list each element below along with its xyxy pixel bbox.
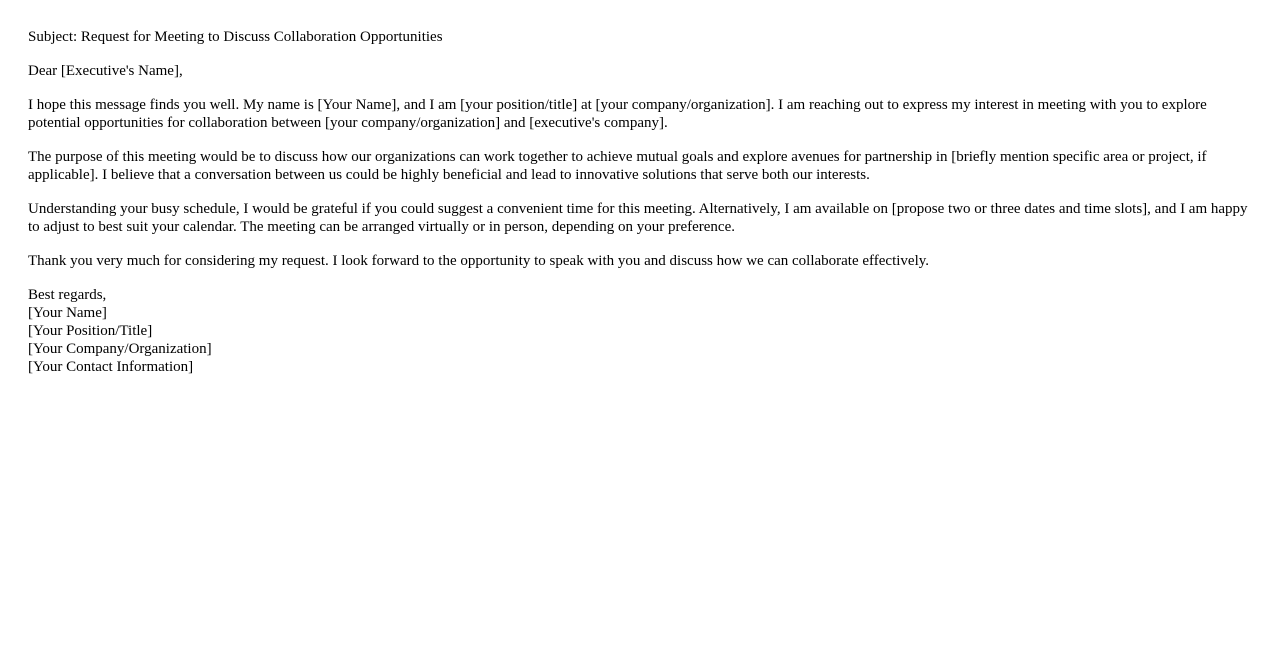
signature-position: [Your Position/Title]: [28, 323, 153, 339]
email-paragraph-intro: I hope this message finds you well. My name is [Your Name], and I am [your position/title] at [your company/organization]. I am reaching out to express my interest in meeting with you to explore potential opportunities for collaboration between [your company/organization] and [executive's company].: [28, 97, 1207, 131]
signature-contact: [Your Contact Information]: [28, 359, 194, 375]
email-signature-block: [28, 286, 1250, 376]
email-subject: Subject: Request for Meeting to Discuss Collaboration Opportunities: [28, 29, 443, 45]
signature-name: [Your Name]: [28, 305, 107, 321]
signature-company: [Your Company/Organization]: [28, 341, 212, 357]
email-paragraph-thanks: Thank you very much for considering my request. I look forward to the opportunity to speak with you and discuss how we can collaborate effectively.: [28, 253, 930, 269]
email-greeting: Dear [Executive's Name],: [28, 63, 183, 79]
email-paragraph-purpose: The purpose of this meeting would be to discuss how our organizations can work together to achieve mutual goals and explore avenues for partnership in [briefly mention specific area or project, if applicable]. I believe that a conversation between us could be highly beneficial and lead to innovative solutions that serve both our interests.: [28, 149, 1207, 183]
email-closing: Best regards,: [28, 287, 107, 303]
email-paragraph-scheduling: Understanding your busy schedule, I would be grateful if you could suggest a convenient time for this meeting. Alternatively, I am available on [propose two or three dates and time slots], and I am happy to adjust to best suit your calendar. The meeting can be arranged virtually or in person, depending on your preference.: [28, 201, 1248, 235]
